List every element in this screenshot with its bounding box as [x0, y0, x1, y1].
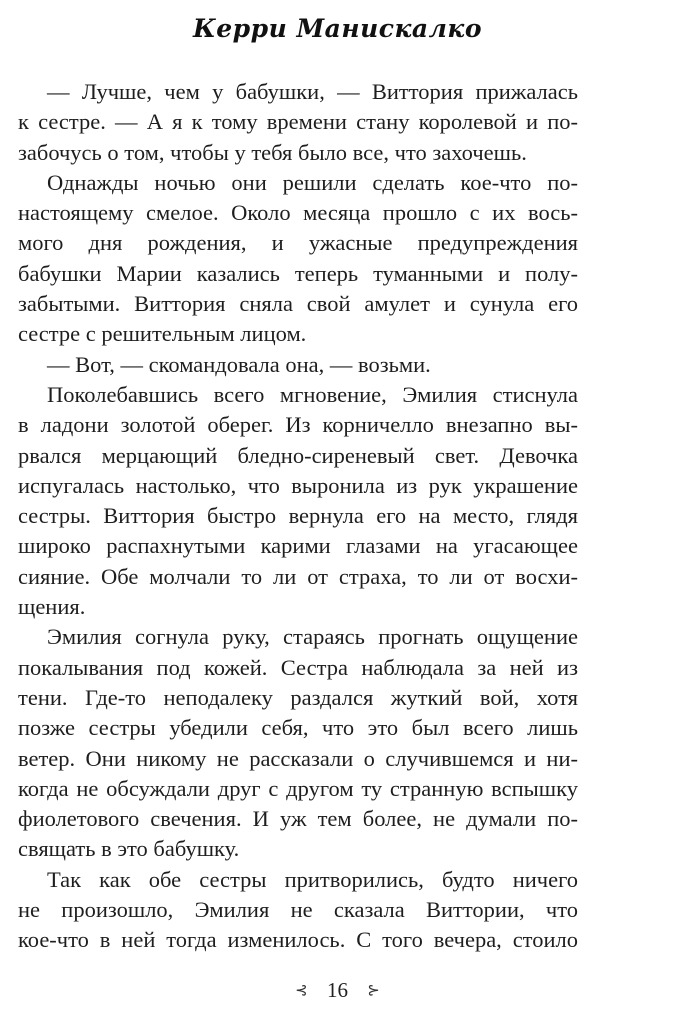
right-ornament-icon: ⊱	[367, 982, 380, 999]
text-line: когда не обсуждали друг с другом ту странную вспышку	[18, 775, 578, 801]
text-line: сияние. Обе молчали то ли от страха, то ли от восхи-	[18, 563, 578, 589]
text-line: кое-что в ней тогда изменилось. С того вечера, стоило	[18, 927, 578, 953]
text-line: рвался мерцающий бледно-сиреневый свет. Девочка	[18, 442, 578, 468]
text-line: позже сестры убедили себя, что это был всего лишь	[18, 715, 578, 741]
text-line: в ладони золотой оберег. Из корничелло внезапно вы-	[18, 412, 578, 438]
text-line: Эмилия согнула руку, стараясь прогнать ощущение	[47, 624, 578, 650]
text-line: сестре с решительным лицом.	[18, 321, 307, 347]
text-line: Поколебавшись всего мгновение, Эмилия стиснула	[47, 381, 578, 407]
text-line: мого дня рождения, и ужасные предупреждения	[18, 230, 578, 256]
page-folio	[0, 976, 675, 1003]
body-text	[18, 77, 578, 956]
text-line: покалывания под кожей. Сестра наблюдала за ней из	[18, 654, 578, 680]
text-line: настоящему смелое. Около месяца прошло с их вось-	[18, 200, 578, 226]
text-line: Однажды ночью они решили сделать кое-что по-	[47, 169, 578, 195]
page-number: 16	[327, 977, 348, 1002]
text-line: ветер. Они никому не рассказали о случившемся и ни-	[18, 745, 578, 771]
text-line: широко распахнутыми карими глазами на угасающее	[18, 533, 578, 559]
text-line: свящать в это бабушку.	[18, 836, 240, 862]
text-line: — Лучше, чем у бабушки, — Виттория прижалась	[47, 79, 578, 104]
text-line: сестры. Виттория быстро вернула его на место, глядя	[18, 503, 578, 529]
text-line: — Вот, — скомандовала она, — возьми.	[47, 351, 431, 377]
text-line: бабушки Марии казались теперь туманными и полу-	[18, 260, 578, 286]
text-line: к сестре. — А я к тому времени стану королевой и по-	[18, 109, 578, 135]
text-line: забытыми. Виттория сняла свой амулет и сунула его	[18, 291, 578, 317]
text-line: тени. Где-то неподалеку раздался жуткий вой, хотя	[18, 684, 578, 710]
text-line: фиолетового свечения. И уж тем более, не думали по-	[18, 806, 578, 832]
running-head: Керри Манискалко	[193, 14, 482, 43]
text-line: щения.	[18, 594, 86, 620]
text-line: забочусь о том, чтобы у тебя было все, что захочешь.	[18, 139, 527, 165]
text-line: испугалась настолько, что выронила из рук украшение	[18, 472, 578, 498]
left-ornament-icon: ⊰	[295, 982, 308, 999]
text-line: не произошло, Эмилия не сказала Виттории, что	[18, 897, 578, 923]
text-line: Так как обе сестры притворились, будто ничего	[47, 866, 578, 892]
